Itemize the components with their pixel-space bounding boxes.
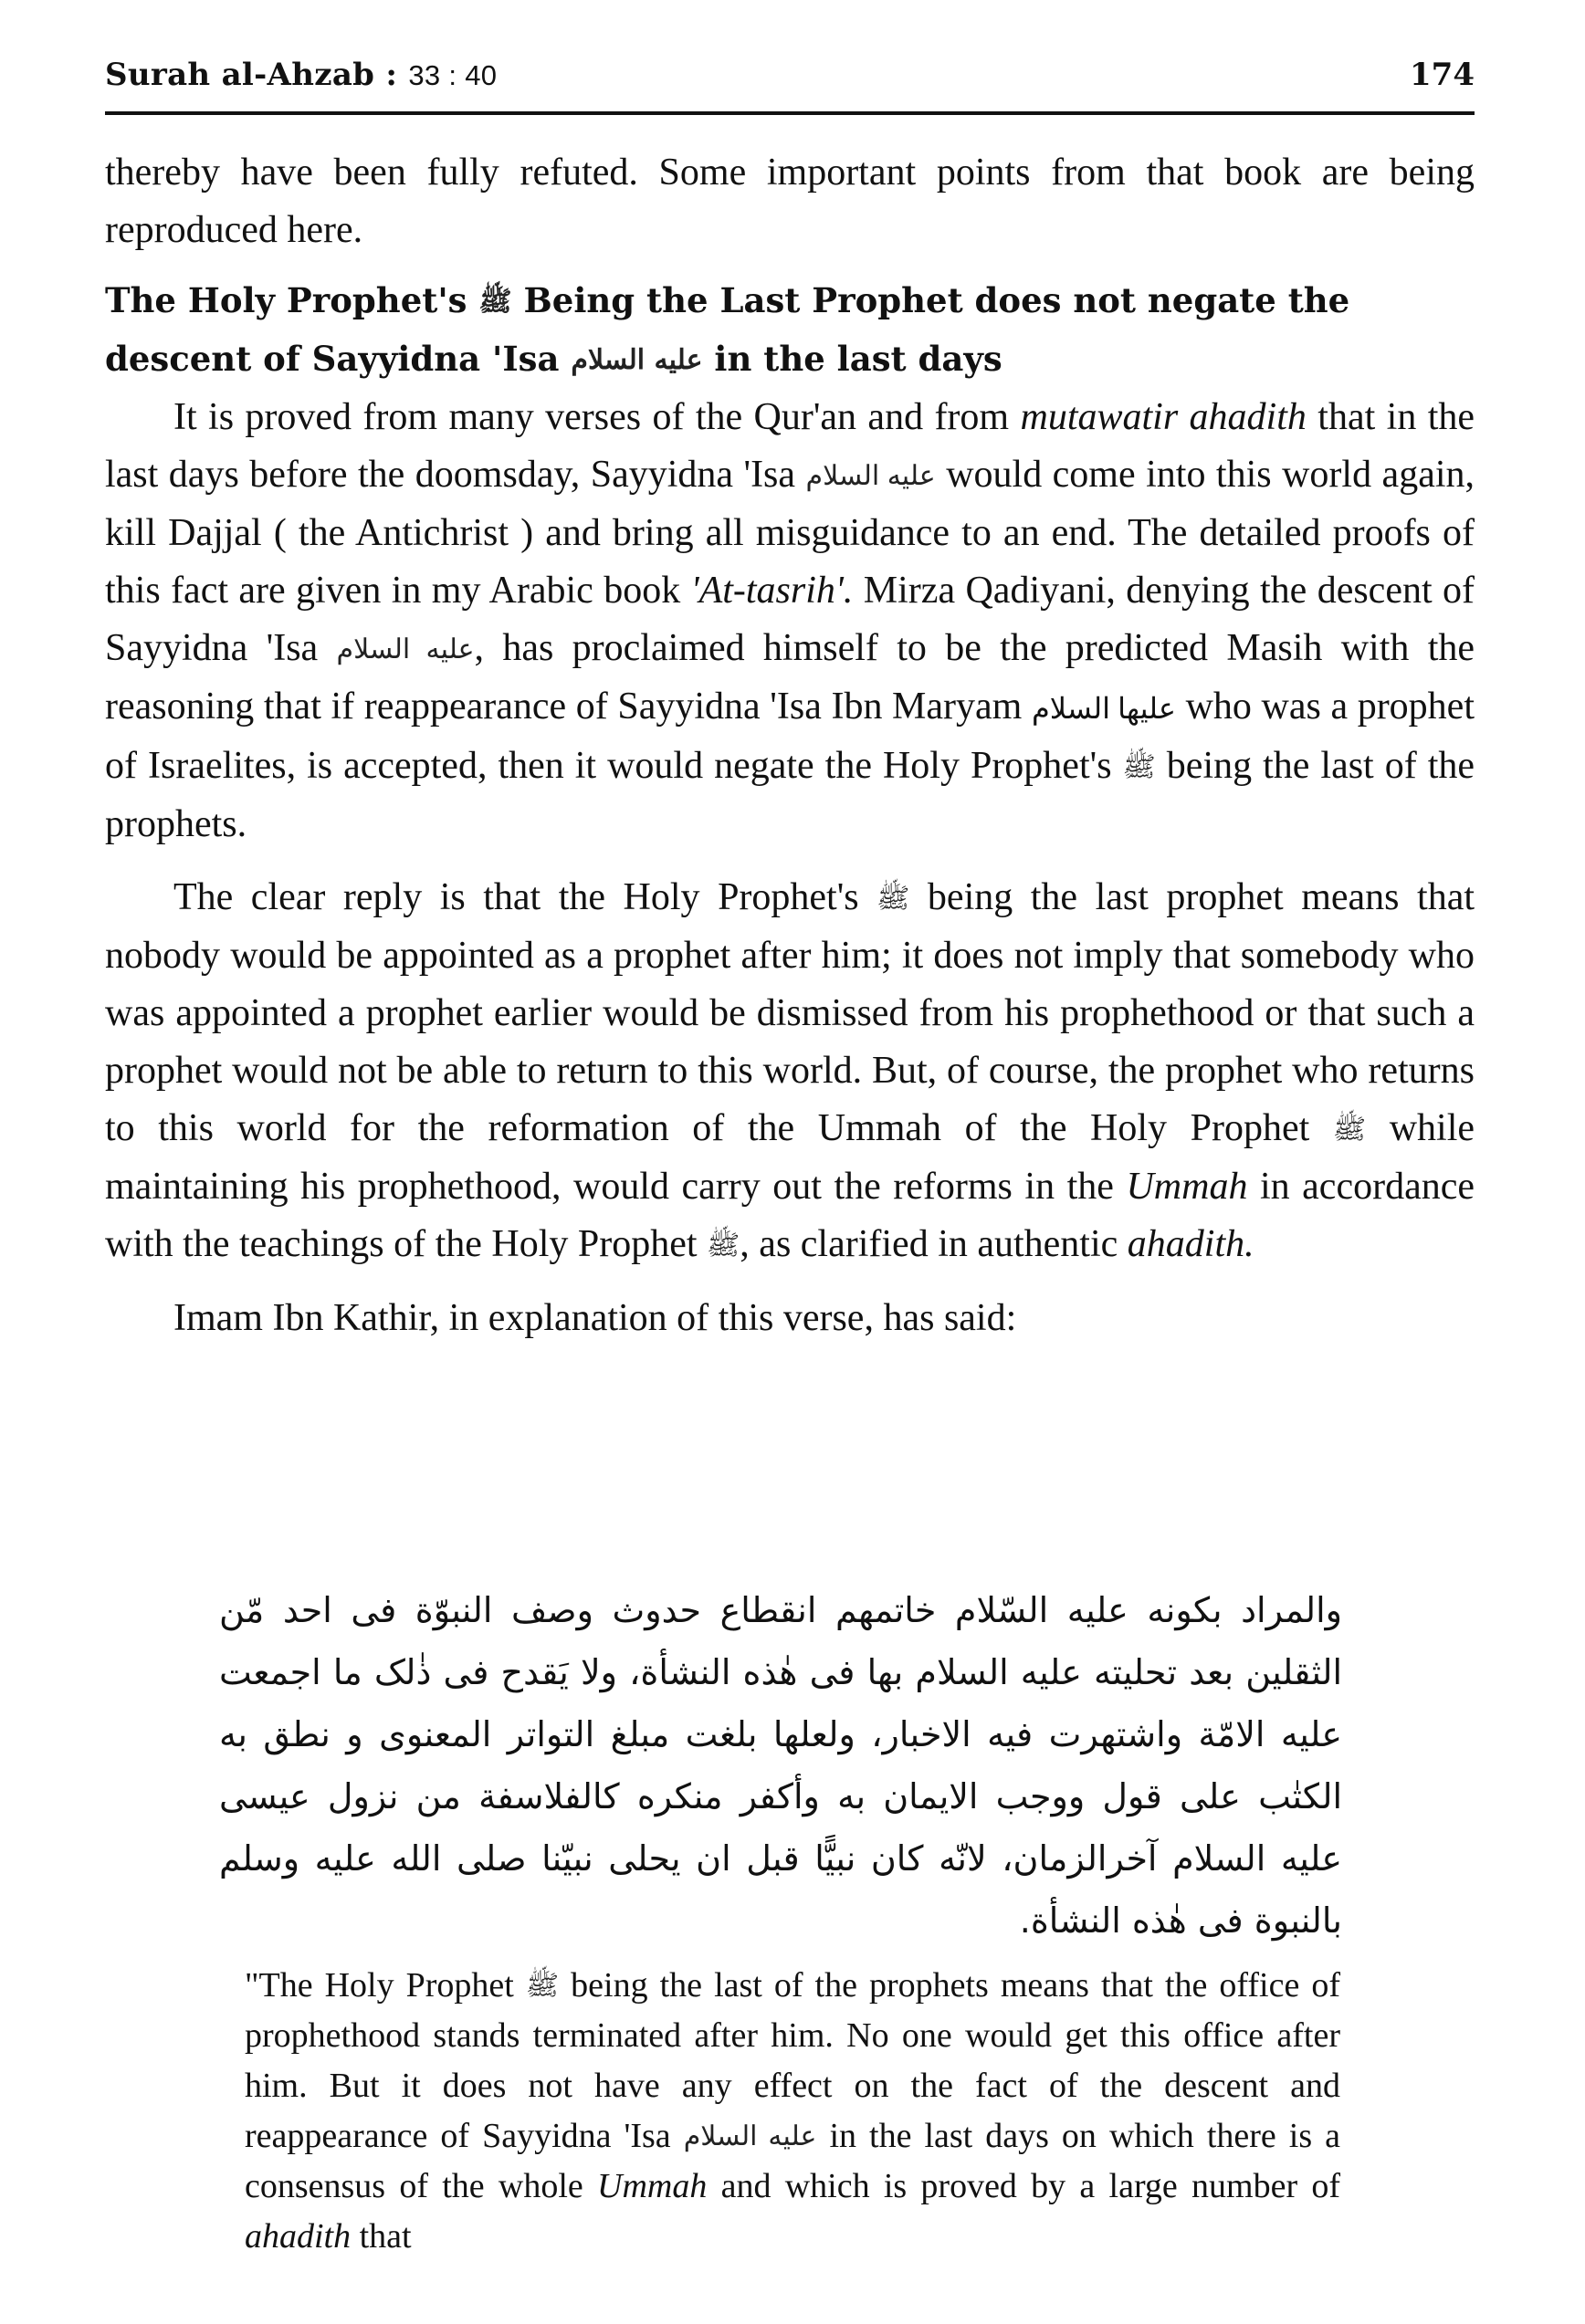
heading-text-1: The Holy Prophet's [105, 280, 467, 320]
p2-book-title: 'At-tasrih'. [690, 570, 854, 612]
arabic-inline-honorific: عليها السلام [1031, 692, 1176, 725]
translation-text: being the last of the prophets means that the office of prophethood stands terminated after him. No one would get this office after him. But it does not have any effect on the fact of the descent and reappearance of Sayyidna 'Isa [245, 1966, 1341, 2155]
paragraph-2 [105, 389, 1475, 853]
p2-text: that in the last days before the doomsday, Sayyidna 'Isa [105, 396, 1475, 496]
heading-text-2: Being the Last Prophet does not negate the descent of Sayyidna 'Isa [105, 280, 1350, 379]
p2-text: It is proved from many verses of the Qur'an and from [173, 396, 1010, 438]
p3-text: The clear reply is that the Holy Prophet's [173, 876, 859, 918]
surah-name: Surah al-Ahzab : [105, 57, 398, 93]
heading-text-3: in the last days [714, 339, 1002, 379]
p2-text: being the last of the prophets. [105, 745, 1475, 845]
p2-text: would come into this world again, kill Dajjal ( the Antichrist ) and bring all misguidance to an end. The detailed proofs of this fact are given in my Arabic book [105, 454, 1475, 612]
translation-text: in the last days on which there is a consensus of the whole [245, 2117, 1341, 2205]
prophet-honorific-icon: ﷺ [478, 286, 512, 318]
paragraph-3 [105, 869, 1475, 1274]
prophet-honorific-icon: ﷺ [1122, 752, 1156, 782]
p3-text: while maintaining his prophethood, would carry out the reforms in the [105, 1107, 1475, 1208]
translation-text: that [359, 2217, 412, 2256]
p2-text: , has proclaimed himself to be the predicted Masih with the reasoning that if reappearance of Sayyidna 'Isa Ibn Maryam [105, 627, 1475, 728]
isa-honorific-icon: عليه السلام [683, 2121, 817, 2151]
translation-text: and which is proved by a large number of [720, 2167, 1341, 2205]
verse-reference: 33 : 40 [408, 59, 498, 91]
translation-italic: ahadith [245, 2217, 352, 2256]
translation-italic: Ummah [597, 2167, 708, 2205]
arabic-quotation: والمراد بكونه عليه السّلام خاتمهم انقطاع حدوث وصف النبوّة فی احد مّن الثقلین بعد تحلیته علیه السلام بها فی هٰذه النشأة، ولا یَقدح فی ذٰلک ما اجمعت علیه الامّة واشتهرت فیه الاخبار، ولعلها بلغت مبلغ التواتر المعنوی و نطق به الکتٰب علی قول ووجب الایمان به وأکفر منکره کالفلاسفة من نزول عیسی علیه السلام آخرالزمان، لانّه کان نبیًّا قبل ان یحلی نبیّنا صلی الله علیه وسلم بالنبوة فی هٰذه النشأة. [219, 1590, 1342, 1941]
p2-italic: mutawatir ahadith [1020, 396, 1307, 438]
p2-text: who was a prophet of Israelites, is accepted, then it would negate the Holy Prophet's [105, 686, 1475, 787]
prophet-honorific-icon: ﷺ [876, 884, 910, 914]
main-text [105, 144, 1475, 1347]
p3-text: , as clarified in authentic [740, 1223, 1118, 1265]
p2-text: Mirza Qadiyani, denying the descent of Sayyidna 'Isa [105, 570, 1475, 669]
prophet-honorific-icon: ﷺ [1332, 1115, 1367, 1145]
isa-honorific-icon: عليه السلام [805, 461, 936, 491]
isa-honorific-icon: عليه السلام [571, 344, 703, 376]
running-header [105, 57, 1475, 110]
translation-block [245, 1961, 1340, 2262]
header-rule [105, 111, 1475, 115]
p3-text: in accordance with the teachings of the Holy Prophet [105, 1166, 1475, 1265]
p3-italic: ahadith. [1127, 1223, 1254, 1265]
page-number: 174 [1410, 57, 1475, 93]
translation-paragraph [245, 1961, 1340, 2262]
surah-title [105, 57, 497, 93]
isa-honorific-icon: عليه السلام [336, 634, 475, 665]
p3-text: being the last prophet means that nobody would be appointed as a prophet after him; it does not imply that somebody who was appointed a prophet earlier would be dismissed from his prophethood or that such a prophet would not be able to return to this world. But, of course, the prophet who returns to this world for the reformation of the Ummah of the Holy Prophet [105, 876, 1475, 1149]
paragraph-4: Imam Ibn Kathir, in explanation of this verse, has said: [173, 1297, 1017, 1339]
p3-italic: Ummah [1126, 1166, 1248, 1208]
prophet-honorific-icon: ﷺ [525, 1971, 560, 2001]
section-heading [105, 272, 1475, 389]
prophet-honorific-icon: ﷺ [707, 1230, 740, 1261]
translation-text: "The Holy Prophet [245, 1966, 514, 2005]
paragraph-1: thereby have been fully refuted. Some important points from that book are being reproduced here. [105, 152, 1475, 251]
